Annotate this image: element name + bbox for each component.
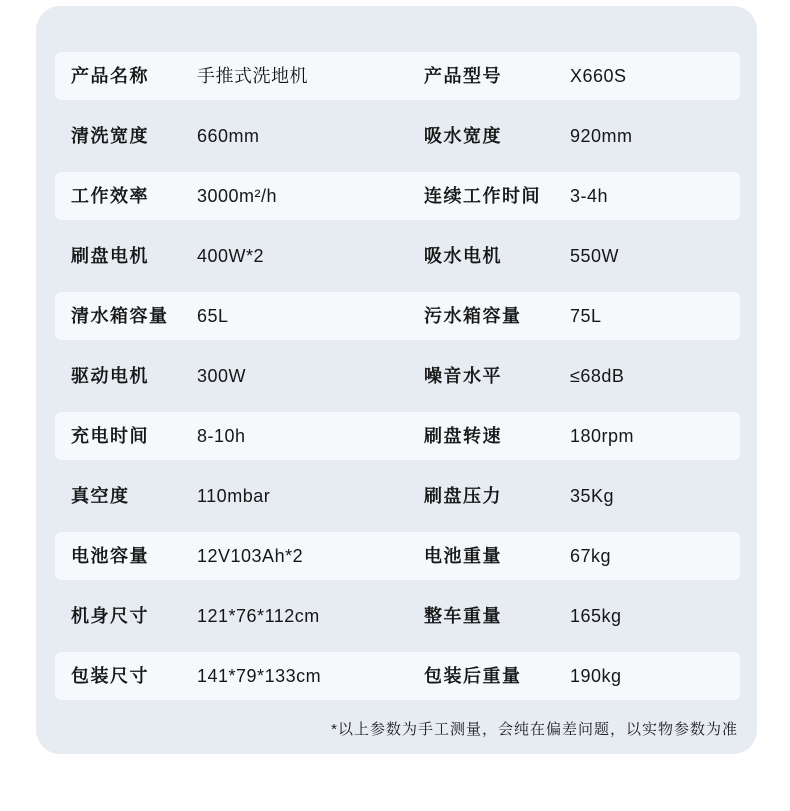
spec-label-right: 电池重量 <box>424 546 502 566</box>
spec-value-right: 180rpm <box>570 426 635 446</box>
spec-row <box>55 472 740 520</box>
spec-value-right: 75L <box>570 306 602 326</box>
spec-value-left: 300W <box>197 366 247 386</box>
spec-row <box>55 172 740 220</box>
spec-value-left: 660mm <box>197 126 260 146</box>
spec-value-right: 190kg <box>570 666 622 686</box>
spec-label-right: 吸水宽度 <box>424 126 502 146</box>
spec-value-right: 550W <box>570 246 620 266</box>
spec-table <box>36 6 757 700</box>
spec-label-left: 充电时间 <box>71 426 149 446</box>
spec-value-left: 手推式洗地机 <box>197 66 308 86</box>
spec-value-left: 141*79*133cm <box>197 666 322 686</box>
spec-value-left: 3000m²/h <box>197 186 278 206</box>
spec-label-right: 污水箱容量 <box>424 306 522 326</box>
spec-label-left: 清洗宽度 <box>71 126 149 146</box>
spec-row <box>55 292 740 340</box>
spec-row <box>55 352 740 400</box>
spec-label-left: 真空度 <box>71 486 130 506</box>
spec-row <box>55 52 740 100</box>
spec-value-right: 3-4h <box>570 186 609 206</box>
spec-row <box>55 592 740 640</box>
spec-label-right: 吸水电机 <box>424 246 502 266</box>
spec-value-right: 920mm <box>570 126 633 146</box>
spec-label-left: 包装尺寸 <box>71 666 149 686</box>
spec-value-right: 165kg <box>570 606 622 626</box>
spec-value-left: 12V103Ah*2 <box>197 546 304 566</box>
spec-label-right: 包装后重量 <box>424 666 522 686</box>
spec-value-left: 121*76*112cm <box>197 606 320 626</box>
spec-row <box>55 112 740 160</box>
spec-value-right: 35Kg <box>570 486 615 506</box>
spec-value-left: 8-10h <box>197 426 246 446</box>
spec-row <box>55 412 740 460</box>
spec-value-left: 65L <box>197 306 229 326</box>
spec-value-right: 67kg <box>570 546 612 566</box>
spec-label-left: 产品名称 <box>71 66 149 86</box>
spec-label-left: 工作效率 <box>71 186 149 206</box>
spec-label-right: 连续工作时间 <box>424 186 541 206</box>
spec-row <box>55 532 740 580</box>
product-spec-card <box>36 6 757 754</box>
spec-label-right: 噪音水平 <box>424 366 502 386</box>
spec-label-right: 整车重量 <box>424 606 502 626</box>
disclaimer-note: *以上参数为手工测量，会纯在偏差问题，以实物参数为准 <box>331 721 738 738</box>
spec-label-left: 清水箱容量 <box>71 306 169 326</box>
spec-value-left: 400W*2 <box>197 246 265 266</box>
spec-label-right: 刷盘转速 <box>424 426 502 446</box>
spec-label-left: 刷盘电机 <box>71 246 149 266</box>
spec-value-right: ≤68dB <box>570 366 625 386</box>
spec-row <box>55 652 740 700</box>
spec-label-right: 刷盘压力 <box>424 486 502 506</box>
spec-row <box>55 232 740 280</box>
spec-label-left: 机身尺寸 <box>71 606 149 626</box>
spec-label-left: 电池容量 <box>71 546 149 566</box>
spec-label-right: 产品型号 <box>424 66 502 86</box>
spec-value-left: 110mbar <box>197 486 271 506</box>
spec-value-right: X660S <box>570 66 627 86</box>
spec-label-left: 驱动电机 <box>71 366 149 386</box>
